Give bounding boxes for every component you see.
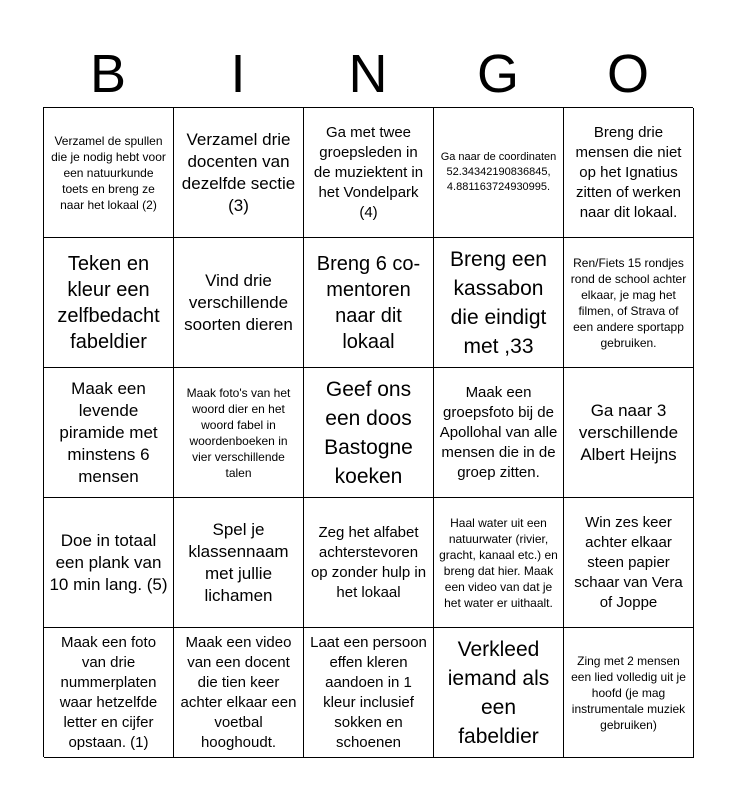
bingo-cell-r3-c5[interactable] xyxy=(564,368,694,498)
bingo-card xyxy=(43,107,693,757)
header-letter-o: O xyxy=(606,44,649,104)
cell-text: Laat een persoon effen kleren aandoen in 1 kleur inclusief sokken en schoenen xyxy=(310,633,427,751)
bingo-cell-r3-c3[interactable] xyxy=(304,368,434,498)
bingo-cell-r5-c4[interactable] xyxy=(434,628,564,758)
cell-text: Teken en kleur een zelfbedacht fabeldier xyxy=(57,252,160,353)
bingo-cell-r1-c2[interactable] xyxy=(174,108,304,238)
bingo-cell-r4-c2[interactable] xyxy=(174,498,304,628)
bingo-cell-r4-c3[interactable] xyxy=(304,498,434,628)
bingo-cell-r5-c1[interactable] xyxy=(44,628,174,758)
bingo-cell-r2-c5[interactable] xyxy=(564,238,694,368)
cell-text: Ga naar 3 verschillende Albert Heijns xyxy=(578,400,679,464)
cell-text: Spel je klassennaam met jullie lichamen xyxy=(188,519,289,605)
cell-text: Verzamel drie docenten van dezelfde sectie (3) xyxy=(181,129,296,215)
cell-text: Ren/Fiets 15 rondjes rond de school achter elkaar, je mag het filmen, of Strava of een andere sportapp gebruiken. xyxy=(570,255,687,350)
cell-text: Maak een foto van drie nummerplaten waar hetzelfde letter en cijfer opstaan. (1) xyxy=(59,633,158,751)
bingo-cell-r2-c3[interactable] xyxy=(304,238,434,368)
cell-text: Maak een levende piramide met minstens 6 mensen xyxy=(59,378,158,486)
bingo-cell-r5-c5[interactable] xyxy=(564,628,694,758)
bingo-cell-r3-c4[interactable] xyxy=(434,368,564,498)
bingo-cell-r4-c5[interactable] xyxy=(564,498,694,628)
cell-text: Doe in totaal een plank van 10 min lang. (5) xyxy=(49,530,168,594)
bingo-cell-r1-c3[interactable] xyxy=(304,108,434,238)
bingo-cell-r1-c1[interactable] xyxy=(44,108,174,238)
bingo-cell-r5-c2[interactable] xyxy=(174,628,304,758)
header-letter-g: G xyxy=(476,44,519,104)
cell-text: Haal water uit een natuurwater (rivier, gracht, kanaal etc.) en breng dat hier. Maak een video van dat je het water er uithaalt. xyxy=(439,515,558,610)
cell-text: Ga naar de coordinaten 52.34342190836845, 4.881163724930995. xyxy=(440,151,557,193)
bingo-cell-r3-c2[interactable] xyxy=(174,368,304,498)
cell-text: Zeg het alfabet achterstevoren op zonder hulp in het lokaal xyxy=(310,523,427,601)
cell-text: Breng drie mensen die niet op het Ignatius zitten of werken naar dit lokaal. xyxy=(575,123,682,221)
cell-text: Vind drie verschillende soorten dieren xyxy=(184,270,293,334)
bingo-cell-r4-c1[interactable] xyxy=(44,498,174,628)
cell-text: Maak een groepsfoto bij de Apollohal van alle mensen die in de groep zitten. xyxy=(439,383,558,481)
header-letter-i: I xyxy=(230,44,246,104)
header-letter-b: B xyxy=(89,44,127,104)
bingo-cell-r1-c4[interactable] xyxy=(434,108,564,238)
cell-text: Verzamel de spullen die je nodig hebt voor een natuurkunde toets en breng ze naar het lokaal (2) xyxy=(51,133,166,212)
cell-text: Geef ons een doos Bastogne koeken xyxy=(324,377,413,488)
cell-text: Verkleed iemand als een fabeldier xyxy=(447,637,550,748)
header-letter-n: N xyxy=(348,44,388,104)
bingo-cell-r2-c1[interactable] xyxy=(44,238,174,368)
cell-text: Maak foto's van het woord dier en het woord fabel in woordenboeken in vier verschillende talen xyxy=(186,385,291,480)
bingo-cell-r3-c1[interactable] xyxy=(44,368,174,498)
cell-text: Zing met 2 mensen een lied volledig uit je hoofd (je mag instrumentale muziek gebruiken) xyxy=(571,653,686,732)
bingo-cell-r1-c5[interactable] xyxy=(564,108,694,238)
bingo-cell-r4-c4[interactable] xyxy=(434,498,564,628)
cell-text: Breng een kassabon die eindigt met ,33 xyxy=(450,247,547,358)
bingo-cell-r5-c3[interactable] xyxy=(304,628,434,758)
cell-text: Breng 6 co-mentoren naar dit lokaal xyxy=(316,252,421,353)
cell-text: Win zes keer achter elkaar steen papier schaar van Vera of Joppe xyxy=(574,513,683,611)
bingo-header xyxy=(43,40,693,108)
cell-text: Ga met twee groepsleden in de muziektent in het Vondelpark (4) xyxy=(313,123,424,221)
bingo-cell-r2-c4[interactable] xyxy=(434,238,564,368)
cell-text: Maak een video van een docent die tien keer achter elkaar een voetbal hooghoudt. xyxy=(180,633,297,751)
bingo-cell-r2-c2[interactable] xyxy=(174,238,304,368)
